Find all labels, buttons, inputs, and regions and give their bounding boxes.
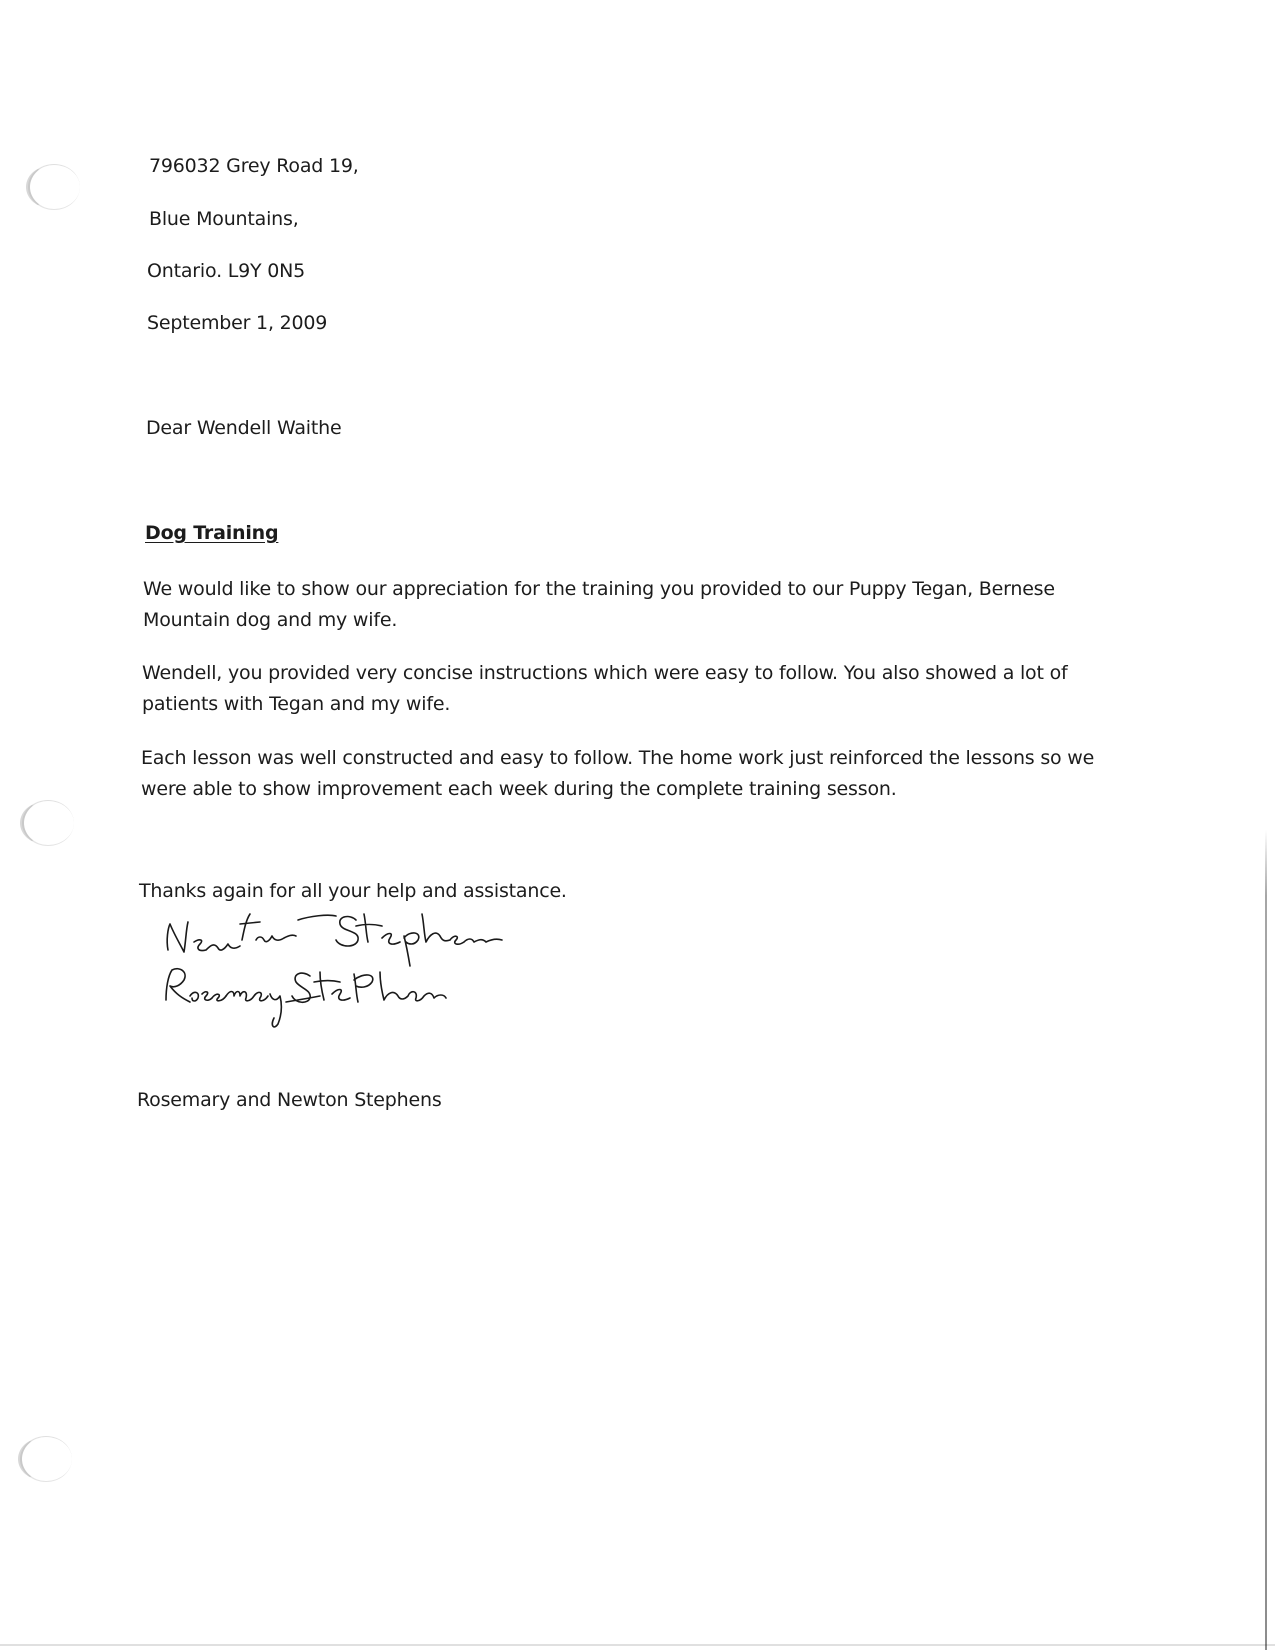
address-line-2: Blue Mountains, (149, 208, 299, 230)
signature-rosemary (166, 969, 446, 1027)
binder-hole-icon (28, 164, 80, 210)
scan-edge-right (1265, 830, 1267, 1650)
address-line-1: 796032 Grey Road 19, (149, 155, 359, 177)
body-paragraph: We would like to show our appreciation for the training you provided to our Puppy Tegan, Bernese Mountain dog and my wife. (143, 578, 1055, 631)
signers-name: Rosemary and Newton Stephens (137, 1089, 442, 1111)
body-paragraph: Wendell, you provided very concise instructions which were easy to follow. You also showed a lot of patients with Tegan and my wife. (142, 662, 1068, 715)
scan-edge-bottom (0, 1644, 1275, 1646)
closing-line: Thanks again for all your help and assistance. (139, 880, 567, 902)
salutation: Dear Wendell Waithe (146, 417, 342, 439)
signature-newton (167, 914, 502, 966)
body-paragraph: Each lesson was well constructed and easy to follow. The home work just reinforced the lessons so we were able to show improvement each week during the complete training sesson. (141, 747, 1095, 800)
binder-hole-icon (20, 1436, 72, 1482)
binder-hole-icon (22, 800, 74, 846)
address-line-3: Ontario. L9Y 0N5 (147, 260, 306, 282)
letter-date: September 1, 2009 (147, 312, 328, 334)
subject-heading: Dog Training (145, 522, 279, 544)
handwritten-signatures (160, 910, 540, 1040)
